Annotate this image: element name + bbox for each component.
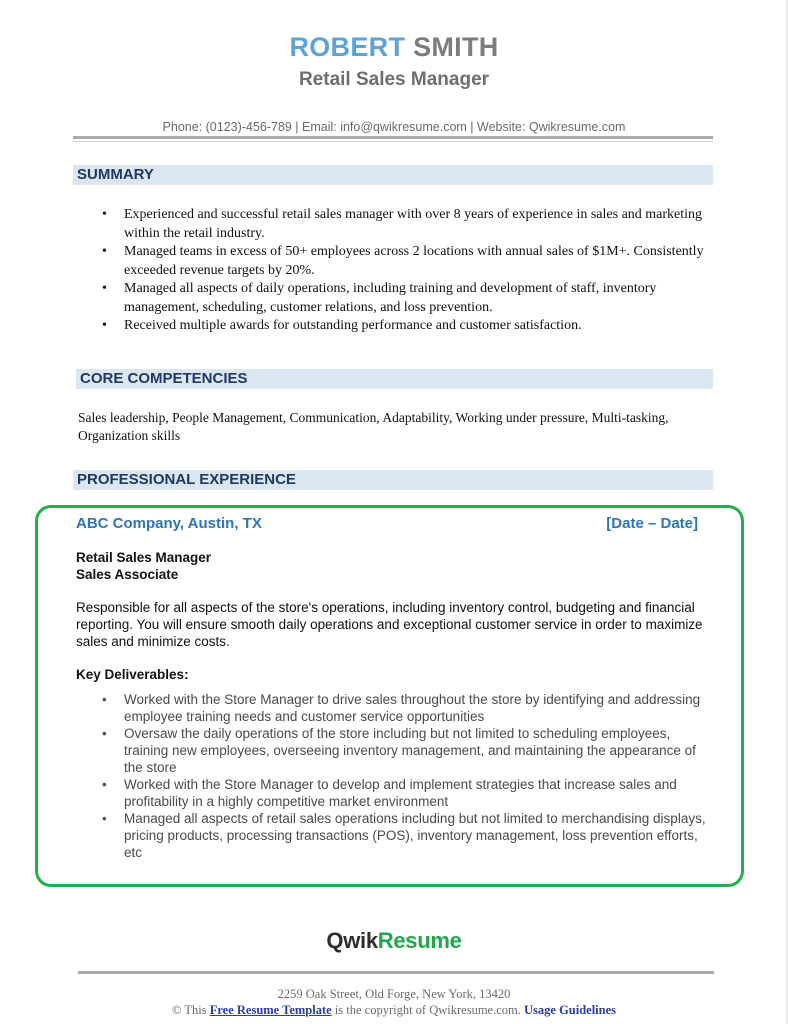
company-name: ABC Company, Austin, TX [76, 515, 262, 532]
free-resume-template-link[interactable]: Free Resume Template [209, 1003, 332, 1017]
copyright-prefix: © This [171, 1003, 207, 1017]
contact-line: Phone: (0123)-456-789 | Email: info@qwikresume.com | Website: Qwikresume.com [162, 120, 626, 134]
competencies-text: Sales leadership, People Management, Communication, Adaptability, Working under pressure, Multi-tasking, Organization skills [78, 410, 669, 443]
competencies-heading: CORE COMPETENCIES [80, 370, 248, 387]
last-name: SMITH [413, 32, 499, 62]
header-divider-thin [73, 141, 713, 142]
summary-item: • Managed all aspects of daily operations, including training and development of staff, inventory management, scheduling, customer relations, and loss prevention. [100, 280, 715, 317]
deliverable-item: • Worked with the Store Manager to drive sales throughout the store by identifying and addressing employee training needs and customer service opportunities [100, 691, 710, 725]
copyright-middle: is the copyright of Qwikresume.com. [334, 1003, 521, 1017]
logo-part-resume: Resume [377, 928, 462, 953]
summary-heading: SUMMARY [77, 166, 154, 183]
first-name: ROBERT [289, 32, 406, 62]
summary-list [100, 206, 715, 336]
footer-address: 2259 Oak Street, Old Forge, New York, 13420 [277, 987, 511, 1001]
footer-copyright [0, 1003, 788, 1018]
experience-section-header [73, 470, 713, 490]
employment-dates: [Date – Date] [606, 515, 698, 532]
summary-item: • Received multiple awards for outstanding performance and customer satisfaction. [100, 317, 715, 336]
deliverables-list [100, 691, 710, 861]
experience-heading: PROFESSIONAL EXPERIENCE [77, 471, 296, 488]
job-title: Retail Sales Manager [298, 69, 490, 90]
role-title: Retail Sales Manager [76, 550, 212, 565]
deliverable-item: • Oversaw the daily operations of the store including but not limited to scheduling employees, training new employees, overseeing inventory management, and maintaining the appearance of the store [100, 725, 710, 776]
summary-section-header [73, 165, 713, 185]
footer-divider [78, 971, 714, 974]
responsibility-paragraph: Responsible for all aspects of the store's operations, including inventory control, budgeting and financial reporting. You will ensure smooth daily operations and exceptional customer service in order to maximize sales and minimize costs. [76, 600, 703, 649]
deliverables-heading: Key Deliverables: [76, 667, 189, 682]
summary-item: • Experienced and successful retail sales manager with over 8 years of experience in sales and marketing within the retail industry. [100, 206, 715, 243]
usage-guidelines-link[interactable]: Usage Guidelines [524, 1003, 617, 1017]
qwikresume-logo [0, 928, 788, 954]
summary-item: • Managed teams in excess of 50+ employees across 2 locations with annual sales of $1M+. Consistently exceeded revenue targets by 20%. [100, 243, 715, 280]
logo-part-qwik: Qwik [326, 928, 378, 953]
candidate-name [0, 30, 788, 64]
resume-header [0, 30, 788, 91]
deliverable-item: • Worked with the Store Manager to develop and implement strategies that increase sales and profitability in a highly competitive market environment [100, 776, 710, 810]
role-title-secondary: Sales Associate [76, 567, 179, 582]
competencies-section-header [76, 369, 713, 389]
header-divider [73, 136, 713, 139]
deliverable-item: • Managed all aspects of retail sales operations including but not limited to merchandising displays, pricing products, processing transactions (POS), inventory management, loss prevention efforts, etc [100, 810, 710, 861]
